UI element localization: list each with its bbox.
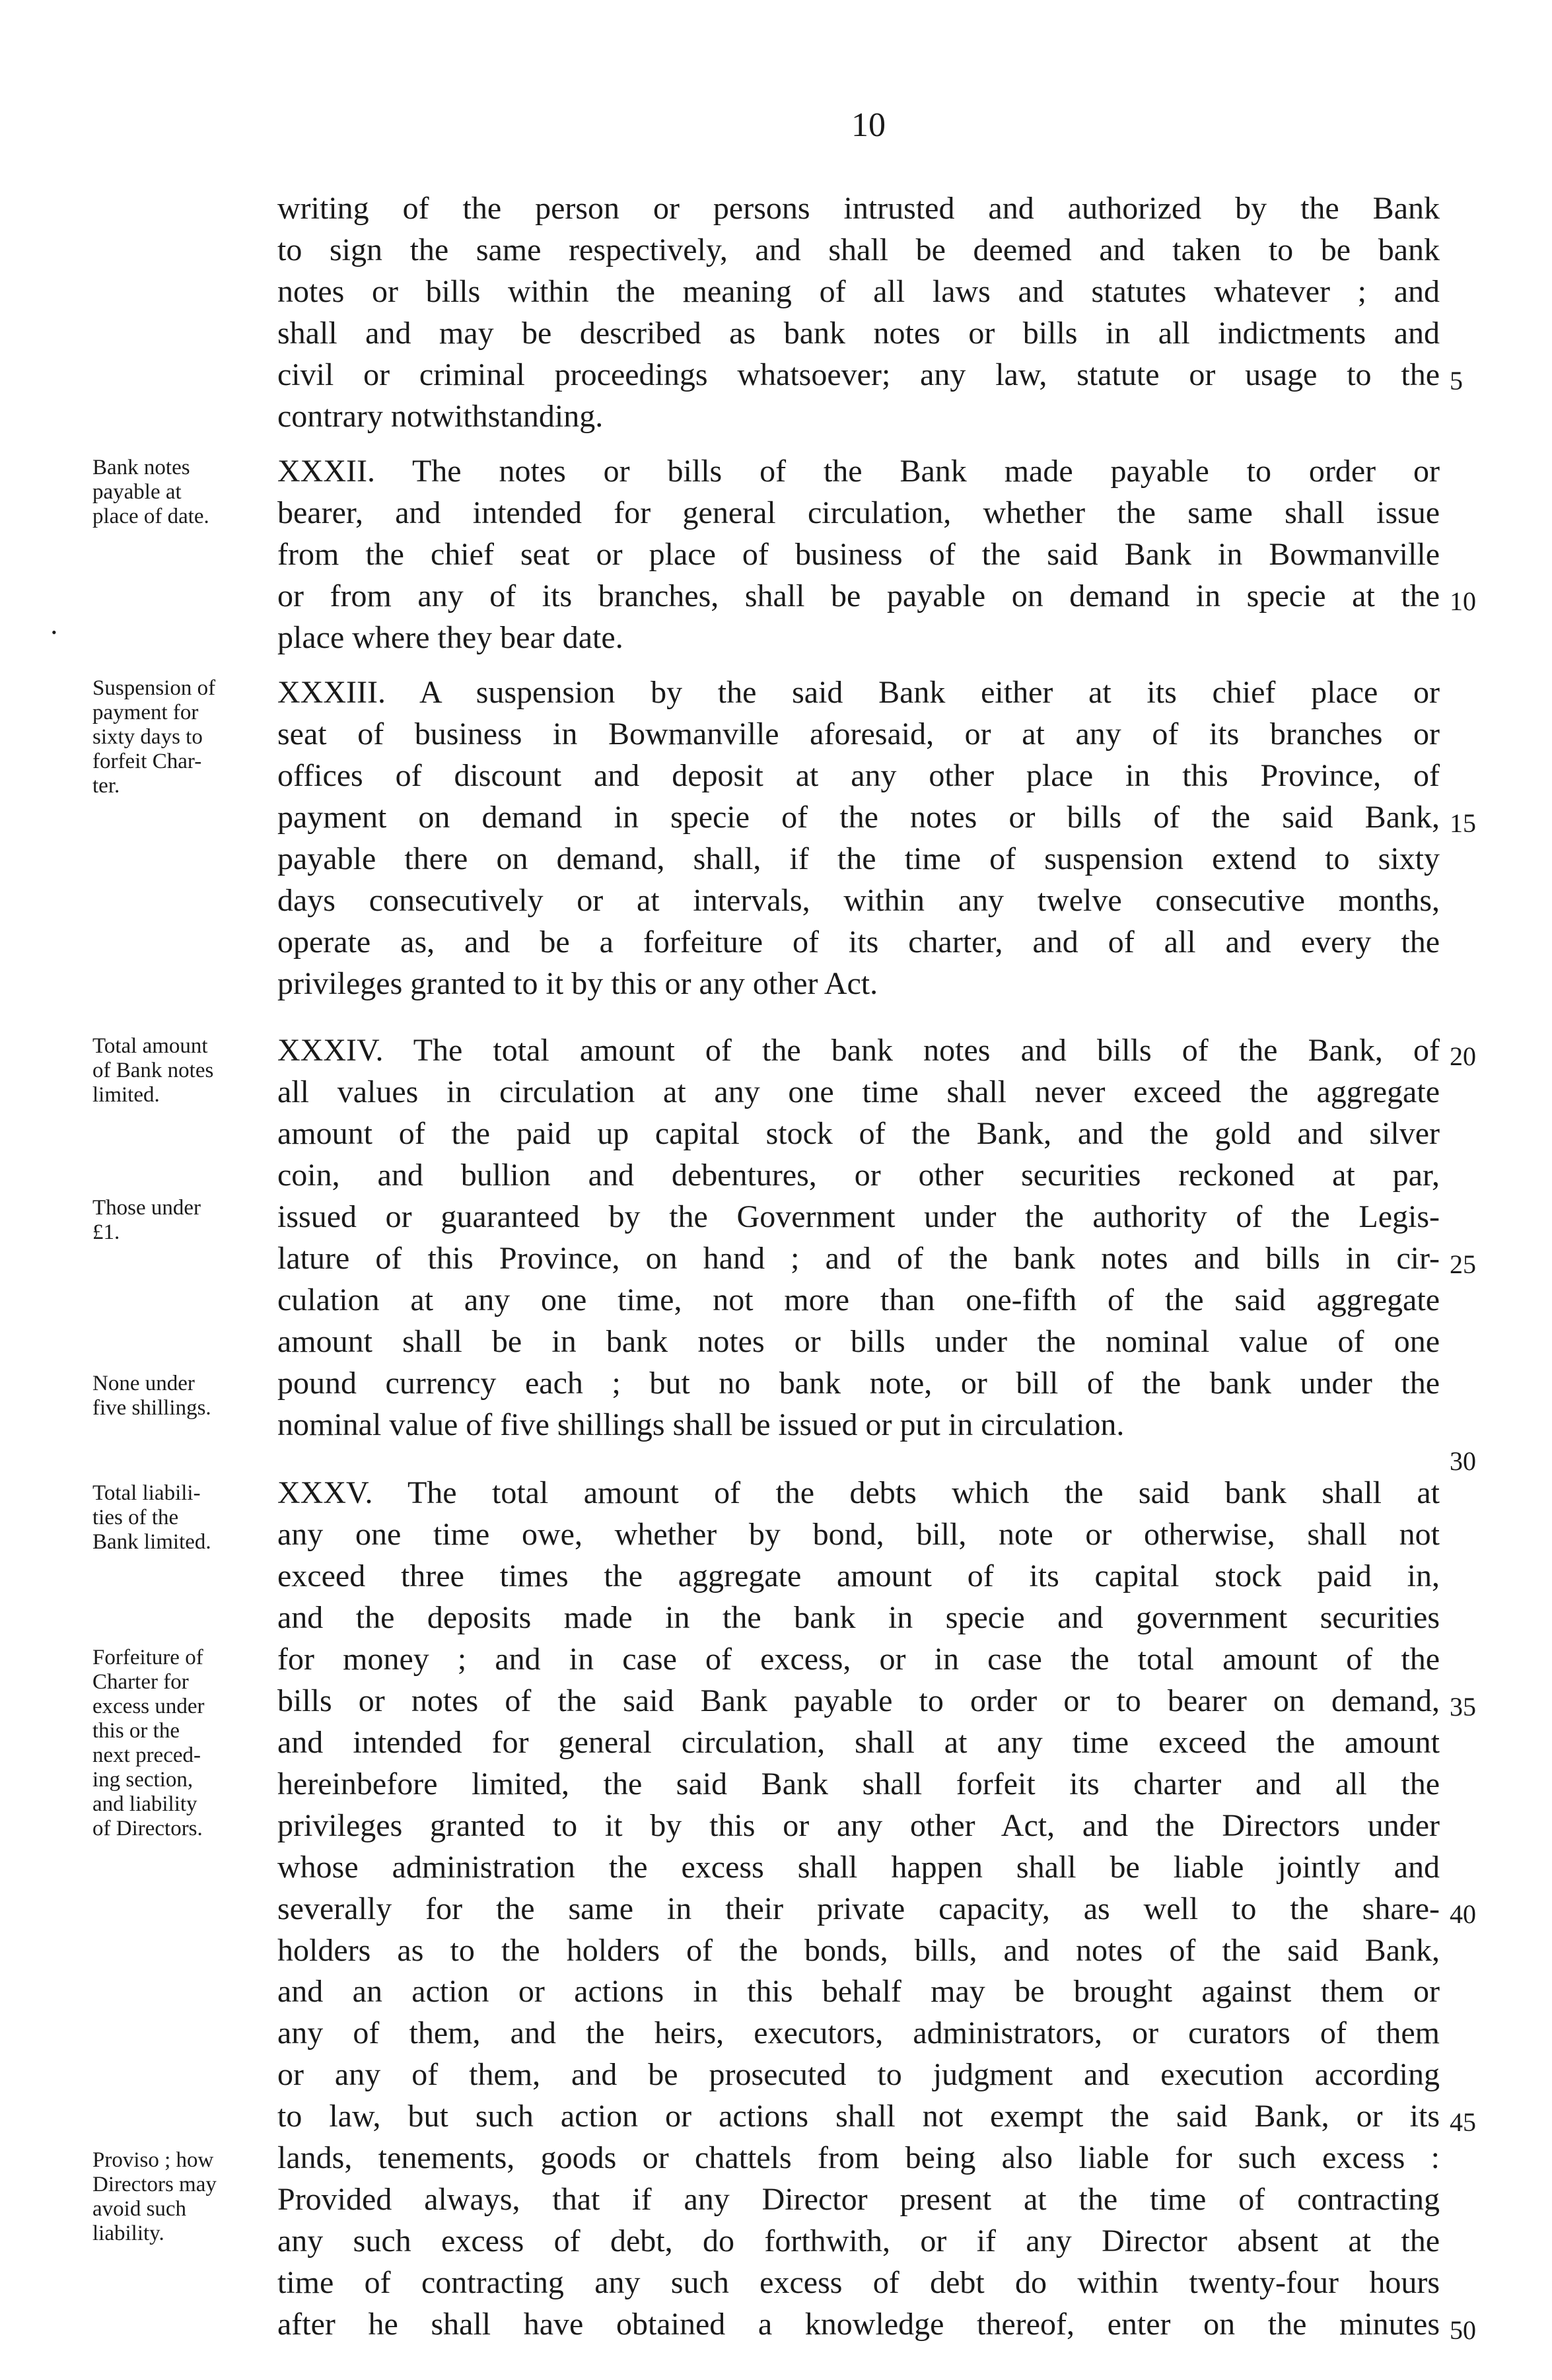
line-number: 40: [1450, 1899, 1476, 1930]
margin-note-line: £1.: [92, 1220, 120, 1244]
body-line: or from any of its branches, shall be payable on demand in specie at the: [277, 578, 1440, 613]
body-line: or any of them, and be prosecuted to judgment and execution according: [277, 2057, 1440, 2093]
body-line: holders as to the holders of the bonds, bills, and notes of the said Bank,: [277, 1932, 1440, 1968]
line-number: 15: [1450, 808, 1476, 839]
margin-note-line: ter.: [92, 773, 120, 798]
body-line: payable there on demand, shall, if the time of suspension extend to sixty: [277, 841, 1440, 877]
margin-note-line: limited.: [92, 1082, 160, 1107]
body-line: days consecutively or at intervals, within any twelve consecutive months,: [277, 883, 1440, 919]
margin-note: [92, 2148, 271, 2246]
body-line: shall and may be described as bank notes or bills in all indictments and: [277, 315, 1440, 351]
body-line: nominal value of five shillings shall be issued or put in circulation.: [277, 1407, 1125, 1442]
line-number: 25: [1450, 1249, 1476, 1279]
margin-note-line: Forfeiture of: [92, 1646, 203, 1670]
margin-note-line: forfeit Char-: [92, 749, 202, 773]
body-line: and the deposits made in the bank in specie and government securities: [277, 1599, 1440, 1635]
body-line: bearer, and intended for general circulation, whether the same shall issue: [277, 495, 1440, 530]
line-number: 10: [1450, 586, 1476, 617]
margin-bullet: •: [52, 624, 57, 641]
margin-note: [92, 1034, 271, 1107]
body-line: to law, but such action or actions shall not exempt the said Bank, or its: [277, 2099, 1440, 2134]
body-line: pound currency each ; but no bank note, or bill of the bank under the: [277, 1366, 1440, 1401]
margin-note-line: Total amount: [92, 1033, 208, 1058]
margin-note-line: avoid such: [92, 2196, 187, 2221]
body-line: payment on demand in specie of the notes or bills of the said Bank,: [277, 800, 1440, 835]
margin-note-line: five shillings.: [92, 1396, 211, 1420]
body-line: all values in circulation at any one time shall never exceed the aggregate: [277, 1074, 1440, 1110]
body-line: lature of this Province, on hand ; and of the bank notes and bills in cir-: [277, 1241, 1440, 1277]
line-number: 50: [1450, 2315, 1476, 2345]
body-line: privileges granted to it by this or any other Act.: [277, 966, 878, 1002]
line-number: 30: [1450, 1446, 1476, 1477]
margin-note-line: payment for: [92, 700, 199, 724]
margin-note: [92, 1196, 271, 1245]
body-line: for money ; and in case of excess, or in case the total amount of the: [277, 1641, 1440, 1677]
body-line: seat of business in Bowmanville aforesaid, or at any of its branches or: [277, 717, 1440, 752]
margin-note-line: Total liabili-: [92, 1481, 201, 1506]
body-line: from the chief seat or place of business of the said Bank in Bowmanville: [277, 536, 1440, 572]
margin-note-line: Directors may: [92, 2172, 217, 2196]
body-line: XXXII. The notes or bills of the Bank made payable to order or: [277, 453, 1440, 489]
margin-note: [92, 1646, 271, 1841]
body-line: offices of discount and deposit at any other place in this Province, of: [277, 758, 1440, 794]
margin-note: [92, 456, 271, 529]
margin-note-line: this or the: [92, 1719, 180, 1743]
body-line: and an action or actions in this behalf may be brought against them or: [277, 1974, 1440, 2010]
body-line: culation at any one time, not more than one-fifth of the said aggregate: [277, 1282, 1440, 1318]
margin-note-line: Suspension of: [92, 676, 216, 700]
body-line: notes or bills within the meaning of all laws and statutes whatever ; and: [277, 273, 1440, 309]
margin-note-line: and liability: [92, 1792, 197, 1817]
margin-note-line: excess under: [92, 1695, 205, 1719]
margin-note: [92, 1372, 271, 1420]
margin-note: [92, 676, 271, 798]
body-line: Provided always, that if any Director present at the time of contracting: [277, 2182, 1440, 2218]
body-line: any of them, and the heirs, executors, administrators, or curators of them: [277, 2015, 1440, 2051]
body-line: place where they bear date.: [277, 619, 623, 655]
body-line: writing of the person or persons intrusted and authorized by the Bank: [277, 191, 1440, 226]
line-number: 20: [1450, 1041, 1476, 1072]
body-line: any one time owe, whether by bond, bill, note or otherwise, shall not: [277, 1517, 1440, 1553]
margin-note-line: place of date.: [92, 504, 209, 528]
body-line: to sign the same respectively, and shall be deemed and taken to be bank: [277, 232, 1440, 267]
body-line: after he shall have obtained a knowledge thereof, enter on the minutes: [277, 2307, 1440, 2342]
body-line: amount of the paid up capital stock of the Bank, and the gold and silver: [277, 1116, 1440, 1152]
margin-note-line: Those under: [92, 1195, 201, 1220]
body-line: civil or criminal proceedings whatsoever; any law, statute or usage to the: [277, 357, 1440, 392]
body-line: lands, tenements, goods or chattels from being also liable for such excess :: [277, 2140, 1440, 2176]
body-line: XXXV. The total amount of the debts which the said bank shall at: [277, 1475, 1440, 1511]
body-line: XXXIV. The total amount of the bank notes and bills of the Bank, of: [277, 1033, 1440, 1068]
body-line: XXXIII. A suspension by the said Bank either at its chief place or: [277, 675, 1440, 711]
margin-note-line: of Bank notes: [92, 1058, 214, 1082]
body-line: issued or guaranteed by the Government under the authority of the Legis-: [277, 1199, 1440, 1235]
body-line: amount shall be in bank notes or bills under the nominal value of one: [277, 1324, 1440, 1360]
line-number: 5: [1450, 365, 1463, 396]
margin-note-line: None under: [92, 1372, 195, 1396]
margin-note-line: ing section,: [92, 1768, 194, 1792]
body-line: contrary notwithstanding.: [277, 398, 604, 434]
margin-note-line: sixty days to: [92, 724, 203, 749]
page-number: 10: [851, 106, 886, 144]
body-line: privileges granted to it by this or any other Act, and the Directors under: [277, 1807, 1440, 1843]
body-line: bills or notes of the said Bank payable to order or to bearer on demand,: [277, 1683, 1440, 1718]
margin-note-line: Bank limited.: [92, 1530, 211, 1555]
body-line: any such excess of debt, do forthwith, or if any Director absent at the: [277, 2223, 1440, 2259]
margin-note-line: Proviso ; how: [92, 2148, 214, 2172]
margin-note-line: liability.: [92, 2221, 164, 2245]
margin-note-line: next preced-: [92, 1743, 201, 1768]
body-line: operate as, and be a forfeiture of its charter, and of all and every the: [277, 925, 1440, 960]
body-line: severally for the same in their private capacity, as well to the share-: [277, 1891, 1440, 1926]
body-line: coin, and bullion and debentures, or other securities reckoned at par,: [277, 1158, 1440, 1193]
margin-note-line: of Directors.: [92, 1817, 203, 1841]
body-line: and intended for general circulation, shall at any time exceed the amount: [277, 1724, 1440, 1760]
line-number: 45: [1450, 2107, 1476, 2138]
body-line: whose administration the excess shall happen shall be liable jointly and: [277, 1849, 1440, 1885]
body-line: time of contracting any such excess of debt do within twenty-four hours: [277, 2265, 1440, 2301]
margin-note-line: Bank notes: [92, 455, 190, 479]
margin-note-line: ties of the: [92, 1506, 179, 1530]
body-line: hereinbefore limited, the said Bank shall forfeit its charter and all the: [277, 1766, 1440, 1802]
line-number: 35: [1450, 1691, 1476, 1722]
body-line: exceed three times the aggregate amount of its capital stock paid in,: [277, 1558, 1440, 1594]
margin-note-line: payable at: [92, 479, 182, 504]
margin-note-line: Charter for: [92, 1670, 189, 1695]
margin-note: [92, 1481, 271, 1555]
